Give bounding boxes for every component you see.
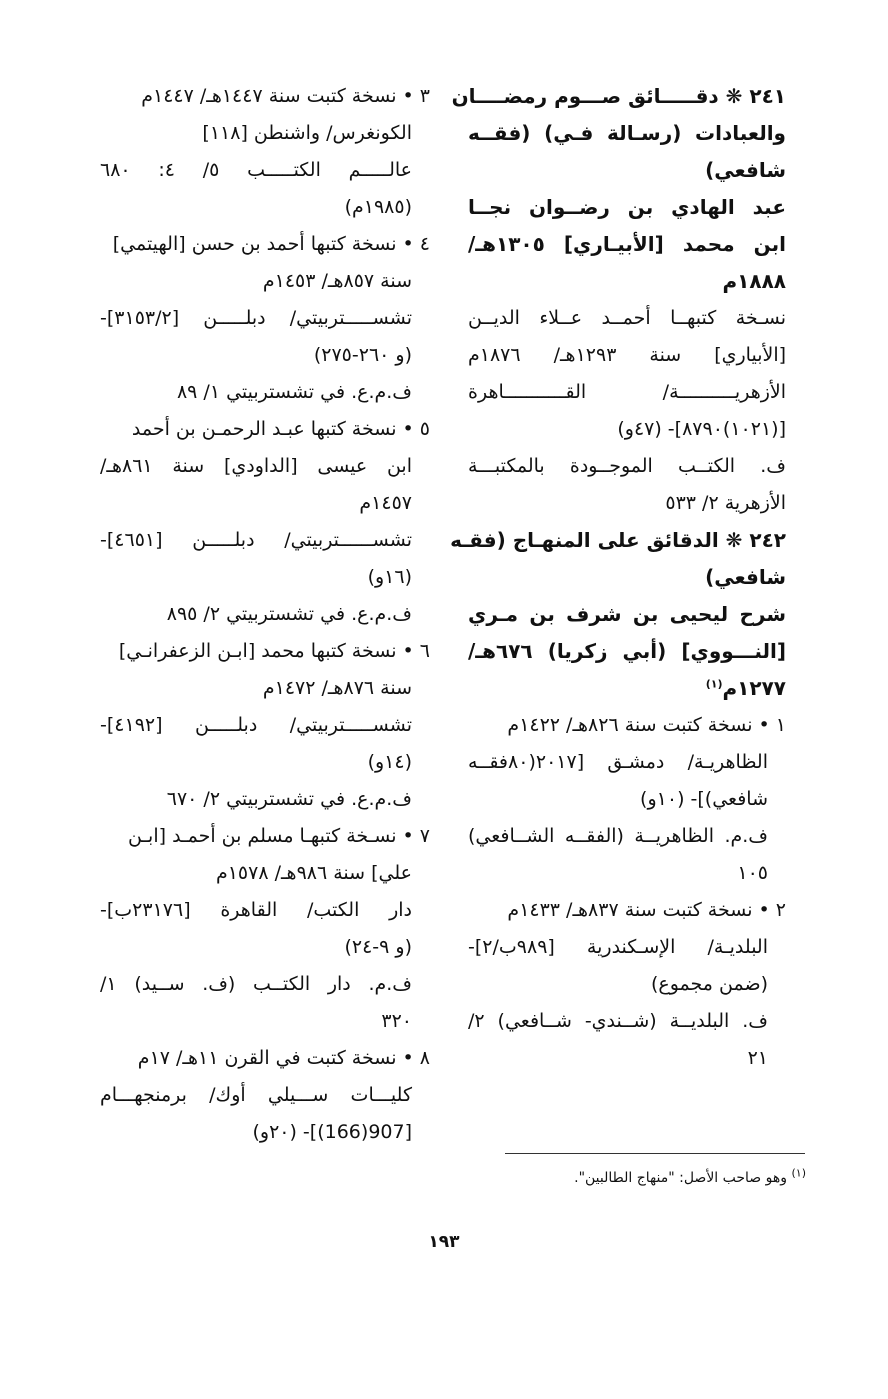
text-line — [468, 226, 786, 263]
footnote-marker: (١) — [791, 1166, 806, 1180]
text-line — [100, 263, 430, 300]
line-text: ف. البلديــة (شــندي- شــافعي) ٢/ — [468, 1010, 768, 1032]
line-text: [907(166)]- (٢٠و) — [252, 1121, 412, 1143]
line-text: شافعي) — [705, 158, 786, 182]
line-text: ف. الكتــب الموجــودة بالمكتبـــة — [468, 455, 786, 477]
line-text: [النـــووي] (أبي زكريا) ٦٧٦هـ/ — [468, 639, 786, 663]
text-line — [100, 1040, 430, 1077]
text-line — [468, 337, 786, 374]
line-text: [(١٠٢١)٨٧٩٠]- (٤٧و) — [617, 418, 786, 440]
text-line — [468, 596, 786, 633]
text-line — [468, 1003, 786, 1040]
line-text: ف.م. الظاهريــة (الفقــه الشــافعي) — [468, 825, 768, 847]
text-line — [100, 152, 430, 189]
line-text: ٣٢٠ — [381, 1010, 412, 1032]
line-text: ٣ • نسخة كتبت سنة ١٤٤٧هـ/ ١٤٤٧م — [141, 85, 430, 107]
footnote-text: وهو صاحب الأصل: "منهاج الطالبين". — [574, 1170, 788, 1186]
text-line — [468, 781, 786, 818]
line-text: نسـخة كتبهــا أحمــد عــلاء الديــن — [468, 307, 786, 329]
text-line — [100, 411, 430, 448]
line-text: [الأبياري] سنة ١٢٩٣هـ/ ١٨٧٦م — [468, 344, 787, 366]
line-text: ف.م.ع. في تشستربيتي ٢/ ٦٧٠ — [166, 788, 412, 810]
text-line — [100, 1003, 430, 1040]
text-line — [100, 448, 430, 485]
line-text: دار الكتب/ القاهرة [٢٣١٧٦ب]- — [100, 899, 412, 921]
text-line — [468, 929, 786, 966]
line-text: تشســــــتربيتي/ دبلـــــن [٤٦٥١]- — [100, 529, 412, 551]
line-text: ٤ • نسخة كتبها أحمد بن حسن [الهيتمي] — [112, 233, 430, 255]
text-line — [468, 559, 786, 596]
page-number: ١٩٣ — [428, 1232, 460, 1252]
text-line — [100, 300, 430, 337]
text-line — [100, 781, 430, 818]
text-line — [468, 818, 786, 855]
line-text: ١٨٨٨م — [722, 269, 786, 293]
text-line — [100, 189, 430, 226]
text-line — [468, 966, 786, 1003]
text-line — [468, 892, 786, 929]
footnote-divider — [505, 1153, 805, 1154]
line-text: علي] سنة ٩٨٦هـ/ ١٥٧٨م — [215, 862, 412, 884]
line-text: الأزهرية ٢/ ٥٣٣ — [665, 492, 786, 514]
line-text: ٢ • نسخة كتبت سنة ٨٣٧هـ/ ١٤٣٣م — [507, 899, 786, 921]
text-line — [468, 707, 786, 744]
line-text: تشســـــتربيتي/ دبلـــــن [٣١٥٣/٢]- — [100, 307, 412, 329]
line-text: ٦ • نسخة كتبها محمد [ابـن الزعفرانـي] — [118, 640, 430, 662]
text-line — [451, 78, 786, 115]
line-text: ٨ • نسخة كتبت في القرن ١١هـ/ ١٧م — [137, 1047, 430, 1069]
text-line — [100, 559, 430, 596]
line-text: ابن عيسى [الداودي] سنة ٨٦١هـ/ — [100, 455, 412, 477]
line-text: ٢٤١ ❋ دقـــــائق صـــوم رمضــــان — [451, 84, 786, 108]
text-line — [468, 374, 786, 411]
line-text: (و ٩-٢٤) — [344, 936, 412, 958]
text-line — [100, 966, 430, 1003]
text-line — [468, 152, 786, 189]
line-text: الكونغرس/ واشنطن [١١٨] — [202, 122, 412, 144]
text-line — [468, 263, 786, 300]
line-text: ٥ • نسخة كتبها عبـد الرحمـن بن أحمد — [131, 418, 430, 440]
text-line — [468, 115, 786, 152]
text-line — [468, 448, 786, 485]
text-line — [100, 707, 430, 744]
line-text: (١٦و) — [367, 566, 412, 588]
line-text: ١٤٥٧م — [359, 492, 412, 514]
line-text: البلديـة/ الإسـكندرية [٩٨٩ب/٢]- — [468, 936, 768, 958]
line-text: عبد الهادي بن رضــوان نجــا — [468, 195, 786, 219]
text-line — [100, 929, 430, 966]
text-line — [468, 855, 786, 892]
line-text: ٢٤٢ ❋ الدقائق على المنهـاج (فقـه — [450, 528, 786, 552]
text-line — [100, 522, 430, 559]
text-line — [100, 818, 430, 855]
right-column — [450, 78, 787, 1077]
text-line — [450, 522, 786, 559]
text-line — [468, 485, 786, 522]
text-line — [100, 374, 430, 411]
text-line — [100, 670, 430, 707]
line-text: ١ • نسخة كتبت سنة ٨٢٦هـ/ ١٤٢٢م — [507, 714, 786, 736]
text-line — [100, 115, 430, 152]
text-line — [100, 1077, 430, 1114]
text-line — [468, 744, 786, 781]
line-text: ١٢٧٧م — [722, 676, 786, 700]
line-text: ٧ • نسـخة كتبهـا مسلم بن أحمـد [ابـن — [128, 825, 430, 847]
line-text: ف.م.ع. في تشستربيتي ٢/ ٨٩٥ — [166, 603, 412, 625]
text-line — [100, 855, 430, 892]
text-line — [468, 633, 786, 670]
text-line — [468, 1040, 786, 1077]
line-text: الأزهريــــــــــة/ القـــــــــــاهرة — [468, 381, 786, 403]
text-line — [100, 744, 430, 781]
line-text: ف.م. دار الكتــب (ف. ســيد) ١/ — [100, 973, 412, 995]
left-column — [100, 78, 430, 1151]
line-text: سنة ٨٥٧هـ/ ١٤٥٣م — [262, 270, 412, 292]
line-text: (١٤و) — [367, 751, 412, 773]
line-text: شافعي) — [705, 565, 786, 589]
line-text: ابن محمد [الأبيـاري] ١٣٠٥هـ/ — [468, 232, 786, 256]
footnote — [470, 1166, 806, 1186]
line-text: شرح ليحيى بن شرف بن مـري — [468, 602, 786, 626]
text-line — [468, 411, 786, 448]
text-line — [100, 633, 430, 670]
line-text: ١٠٥ — [737, 862, 768, 884]
text-line — [100, 226, 430, 263]
line-text: (و ٢٦٠-٢٧٥) — [313, 344, 412, 366]
text-line — [100, 596, 430, 633]
text-line — [100, 1114, 430, 1151]
line-text: الظاهريـة/ دمشـق [٢٠١٧(٨٠فقــه — [468, 751, 768, 773]
text-line — [468, 670, 786, 707]
text-line — [100, 892, 430, 929]
line-text: (١٩٨٥م) — [344, 196, 412, 218]
line-text: شافعي)]- (١٠و) — [640, 788, 768, 810]
text-line — [100, 337, 430, 374]
line-text: (ضمن مجموع) — [650, 973, 768, 995]
line-text: ٢١ — [747, 1047, 768, 1069]
line-text: والعبادات (رسـالة فـي) (فقــه — [468, 121, 786, 145]
text-line — [468, 300, 786, 337]
line-text: كليـــات ســـيلي أوك/ برمنجهـــام — [100, 1084, 412, 1106]
line-text: ف.م.ع. في تشستربيتي ١/ ٨٩ — [176, 381, 412, 403]
text-line — [100, 78, 430, 115]
line-text: عالـــــم الكتـــــب ٥/ ٤: ٦٨٠ — [100, 159, 412, 181]
footnote-reference: (١) — [705, 677, 723, 691]
text-line — [468, 189, 786, 226]
line-text: سنة ٨٧٦هـ/ ١٤٧٢م — [262, 677, 412, 699]
line-text: تشســـــتربيتي/ دبلـــــن [٤١٩٢]- — [100, 714, 412, 736]
text-line — [100, 485, 430, 522]
